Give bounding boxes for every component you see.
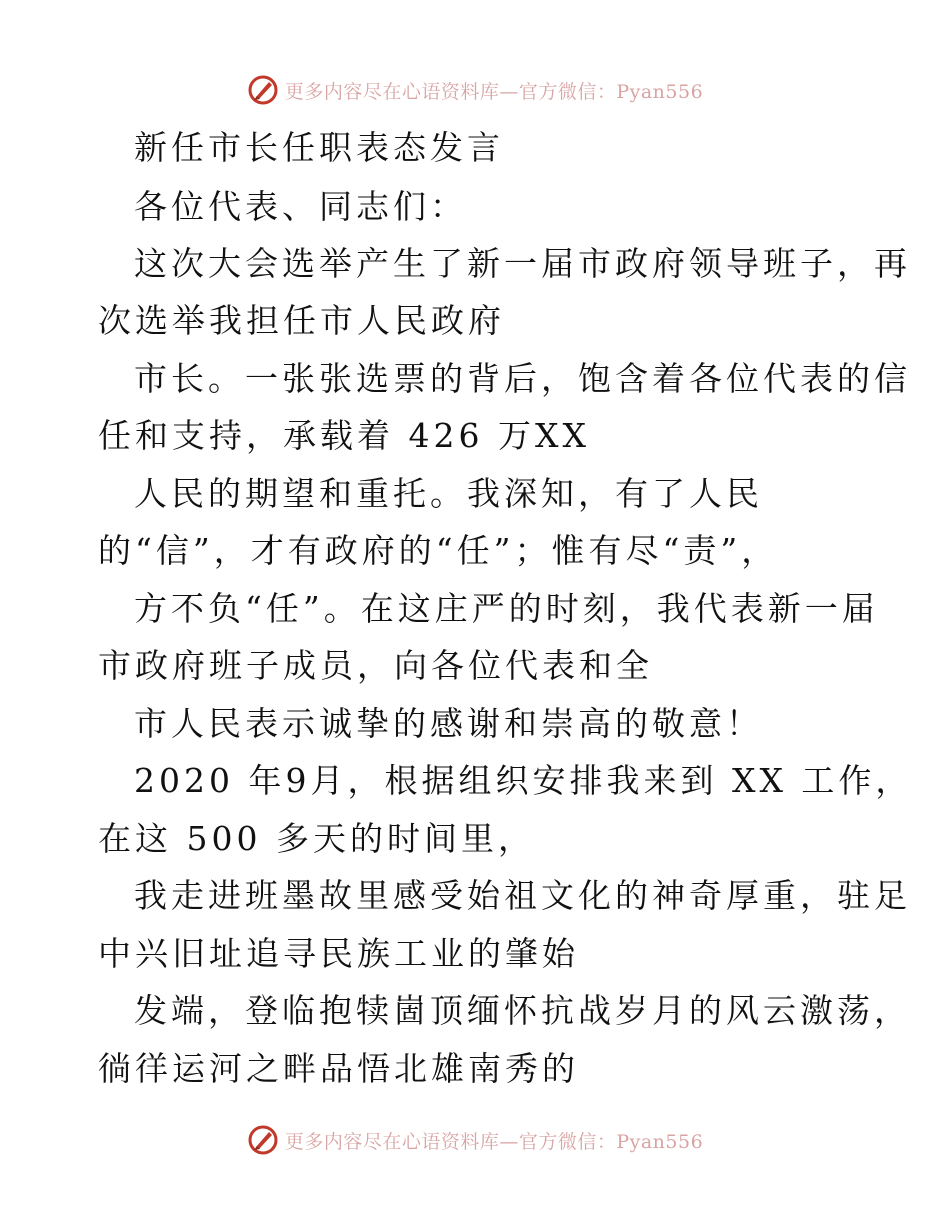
quill-pen-logo-icon bbox=[247, 74, 279, 106]
footer-watermark bbox=[0, 1120, 950, 1160]
watermark-text: 更多内容尽在心语资料库—官方微信：Pyan556 bbox=[284, 80, 704, 103]
paragraph-line: 2020 年9月，根据组织安排我来到 XX 工作， bbox=[134, 761, 913, 800]
paragraph-line: 发端，登临抱犊崮顶缅怀抗战岁月的风云激荡， bbox=[134, 991, 911, 1030]
paragraph-line: 市政府班子成员，向各位代表和全 bbox=[98, 646, 653, 685]
paragraph-line: 中兴旧址追寻民族工业的肇始 bbox=[98, 934, 579, 973]
paragraph-line: 任和支持，承载着 426 万XX bbox=[98, 416, 590, 455]
paragraph-line: 徜徉运河之畔品悟北雄南秀的 bbox=[98, 1049, 579, 1088]
header-watermark bbox=[0, 70, 950, 110]
paragraph-line: 这次大会选举产生了新一届市政府领导班子，再 bbox=[134, 244, 911, 283]
paragraph-line: 次选举我担任市人民政府 bbox=[98, 301, 505, 340]
document-title: 新任市长任职表态发言 bbox=[134, 128, 504, 167]
paragraph-line: 的“信”，才有政府的“任”；惟有尽“责”， bbox=[98, 531, 779, 570]
paragraph-line: 我走进班墨故里感受始祖文化的神奇厚重，驻足 bbox=[134, 876, 911, 915]
salutation: 各位代表、同志们： bbox=[134, 187, 467, 226]
paragraph-line: 市人民表示诚挚的感谢和崇高的敬意！ bbox=[134, 704, 763, 743]
paragraph-line: 市长。一张张选票的背后，饱含着各位代表的信 bbox=[134, 359, 911, 398]
watermark-text: 更多内容尽在心语资料库—官方微信：Pyan556 bbox=[284, 1130, 704, 1153]
paragraph-line: 在这 500 多天的时间里， bbox=[98, 819, 535, 858]
paragraph-line: 方不负“任”。在这庄严的时刻，我代表新一届 bbox=[134, 589, 879, 628]
quill-pen-logo-icon bbox=[247, 1124, 279, 1156]
paragraph-line: 人民的期望和重托。我深知，有了人民 bbox=[134, 474, 763, 513]
